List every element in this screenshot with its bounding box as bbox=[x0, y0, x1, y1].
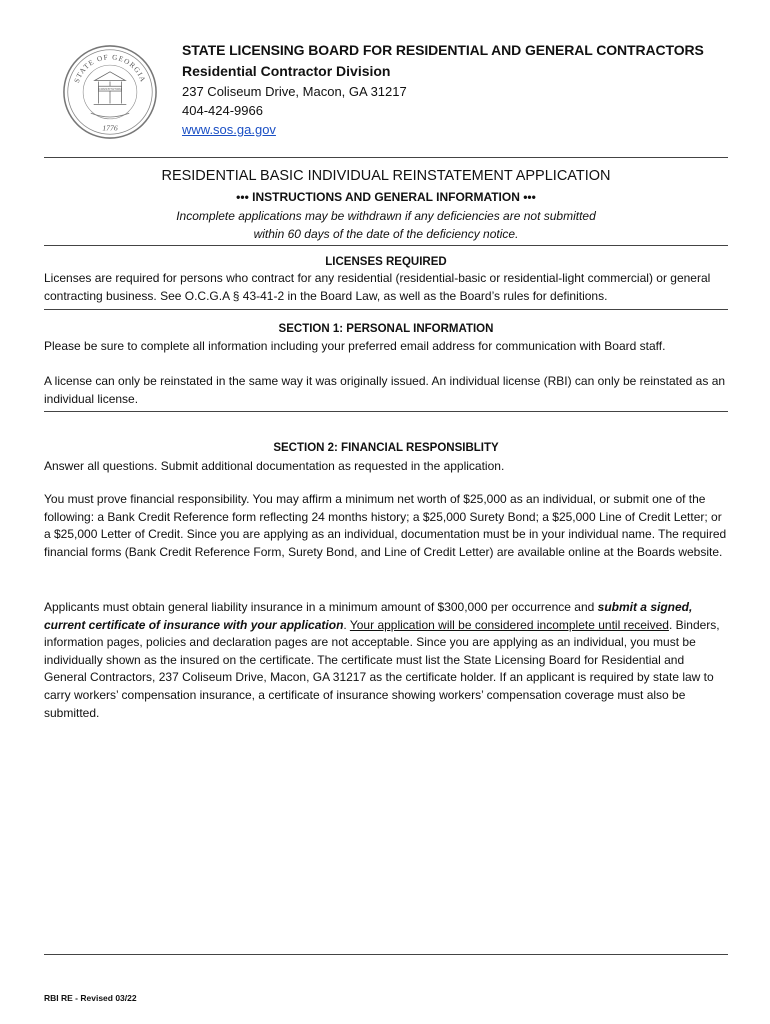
header-divider bbox=[44, 157, 728, 158]
insurance-text-b: . bbox=[343, 617, 350, 632]
insurance-text-c: . Binders, information pages, policies and declaration pages are not acceptable. Since you are applying as an individual, you must be individually shown as the insured on the certificate. The certificate must list the State Licensing Board for Residential and General Contractors, 237 Coliseum Drive, Macon, GA 31217 as the certificate holder. If an applicant is required by state law to carry workers’ compensation insurance, a certificate of insurance showing workers’ compensation coverage must also be submitted. bbox=[44, 617, 720, 720]
website-link[interactable]: www.sos.ga.gov bbox=[182, 122, 276, 137]
form-revision-code: RBI RE - Revised 03/22 bbox=[44, 993, 137, 1003]
incomplete-warning: Your application will be considered incomplete until received bbox=[349, 617, 669, 632]
insurance-certificate-emphasis: submit a signed, current certificate of insurance with your application bbox=[44, 600, 693, 632]
letterhead bbox=[182, 40, 752, 139]
section1-divider bbox=[44, 411, 728, 412]
footer-divider bbox=[44, 954, 728, 955]
board-address: 237 Coliseum Drive, Macon, GA 31217 bbox=[182, 84, 407, 99]
seal-banner: CONSTITUTION bbox=[98, 86, 122, 91]
seal-text-top: STATE OF GEORGIA bbox=[72, 53, 148, 84]
section2-para1: Answer all questions. Submit additional documentation as requested in the application. bbox=[44, 459, 505, 473]
form-title: RESIDENTIAL BASIC INDIVIDUAL REINSTATEMENT APPLICATION bbox=[161, 168, 611, 184]
section2-heading: SECTION 2: FINANCIAL RESPONSIBLITY bbox=[273, 442, 499, 454]
insurance-text-a: Applicants must obtain general liability insurance in a minimum amount of $300,000 per occurrence and bbox=[44, 600, 598, 614]
section2-para3 bbox=[44, 599, 728, 722]
division-name: Residential Contractor Division bbox=[182, 63, 391, 79]
deficiency-note-line2: within 60 days of the date of the deficiency notice. bbox=[253, 227, 519, 241]
licenses-body: Licenses are required for persons who contract for any residential (residential-basic or residential-light commercial) or general contracting business. See O.C.G.A § 43-41-2 in the Board Law, as well as the Board’s rules for definitions. bbox=[44, 271, 711, 303]
section2-para2: You must prove financial responsibility. You may affirm a minimum net worth of $25,000 as an individual, or submit one of the following: a Bank Credit Reference form reflecting 24 months history; a $25,000 Surety Bond; a $25,000 Line of Credit Letter; or a $25,000 Letter of Credit. Since you are applying as an individual, documentation must be in your individual name. The required financial forms (Bank Credit Reference Form, Surety Bond, and Line of Credit Letter) are available online at the Boards website. bbox=[44, 492, 727, 559]
licenses-divider bbox=[44, 309, 728, 310]
georgia-state-seal bbox=[62, 44, 158, 140]
seal-year: 1776 bbox=[102, 123, 118, 133]
deficiency-note bbox=[44, 207, 728, 243]
svg-text:STATE OF GEORGIA bbox=[73, 53, 147, 84]
board-phone: 404-424-9966 bbox=[182, 103, 263, 118]
licenses-heading: LICENSES REQUIRED bbox=[325, 256, 447, 268]
section1-para1: Please be sure to complete all information including your preferred email address for communication with Board staff. bbox=[44, 339, 666, 353]
section1-heading: SECTION 1: PERSONAL INFORMATION bbox=[278, 323, 494, 335]
board-name: STATE LICENSING BOARD FOR RESIDENTIAL AND GENERAL CONTRACTORS bbox=[182, 42, 704, 58]
section1-para2: A license can only be reinstated in the same way it was originally issued. An individual license (RBI) can only be reinstated as an individual license. bbox=[44, 374, 726, 406]
title-divider bbox=[44, 245, 728, 246]
deficiency-note-line1: Incomplete applications may be withdrawn if any deficiencies are not submitted bbox=[176, 209, 596, 223]
instructions-subtitle: ••• INSTRUCTIONS AND GENERAL INFORMATION ••• bbox=[236, 190, 536, 204]
